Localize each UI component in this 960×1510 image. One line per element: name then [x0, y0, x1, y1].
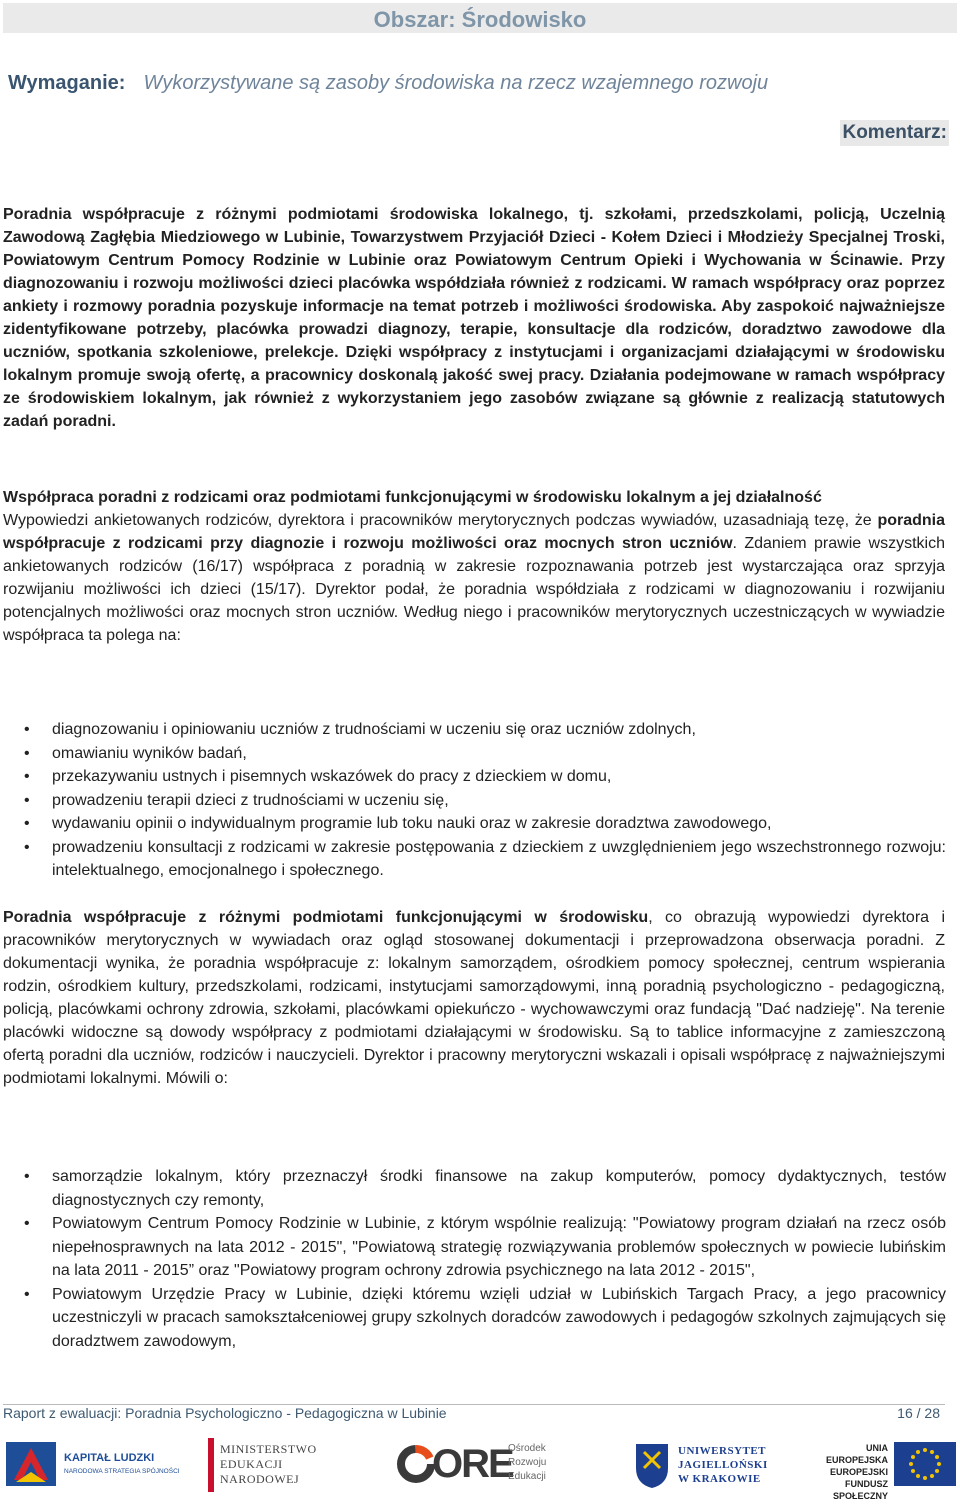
uj-crest-icon — [632, 1440, 672, 1490]
ore-text: ORE — [432, 1442, 513, 1486]
section-local-entities — [3, 906, 945, 1090]
ue-line3: FUNDUSZ SPOŁECZNY — [832, 1479, 888, 1501]
men-line3: NARODOWEJ — [220, 1472, 300, 1486]
uj-line3: W KRAKOWIE — [678, 1473, 761, 1485]
comment-label: Komentarz: — [840, 120, 949, 146]
men-bar-icon — [208, 1438, 214, 1492]
section-text: , co obrazują wypowiedzi dyrektora i pracowników merytorycznych w wywiadach oraz ogląd stosowanej dokumentacji i przeprowadzona obserwacja poradni. Z dokumentacji wynika, że poradnia współpracuje z: lokalnym samorządem, ośrodkiem pomocy społecznej, centrum wspierania rodzin, ośrodkiem kultury, przedszkolami, rodzicami, instytucjami samorządowymi, inną poradnią psychologiczno - pedagogiczną, policją, placówkami ochrony zdrowia, szkołami, placówkami opiekuńczo - wychowawczymi oraz fundacją "Dać nadzieję". Na terenie placówki widoczne są dowody współpracy z podmiotami działającymi w środowisku. Są to tablice informacyjne z zamieszczoną ofertą poradni dla uczniów, rodziców i nauczycieli. Dyrektor i pracowny merytoryczni wskazali i opisali współpracę z najważniejszymi podmiotami lokalnymi. Mówili o: — [3, 909, 946, 1087]
kapital-ludzki-subtitle: NARODOWA STRATEGIA SPÓJNOŚCI — [64, 1468, 180, 1475]
ore-o-icon — [396, 1444, 436, 1484]
section-text-a: Wypowiedzi ankietowanych rodziców, dyrektora i pracowników merytorycznych podczas wywiadów, uzasadniają tezę, że — [3, 512, 878, 529]
uj-line1: UNIWERSYTET — [678, 1445, 767, 1457]
section-heading: Współpraca poradni z rodzicami oraz podmiotami funkcjonującymi w środowisku lokalnym a jej działalność — [3, 489, 822, 506]
ue-line2: EUROPEJSKI — [829, 1467, 888, 1477]
ore-line2: Rozwoju — [508, 1457, 547, 1468]
section-text-bold: poradnia współpracuje z rodzicami przy diagnozie i rozwoju możliwości oraz mocnych stron uczniów — [3, 512, 945, 552]
kapital-ludzki-logo — [6, 1438, 180, 1494]
list-item: • samorządzie lokalnym, który przeznaczył środki finansowe na zakup komputerów, pomocy dydaktycznych, testów diagnostycznych czy remonty, — [24, 1165, 946, 1212]
area-title: Obszar: Środowisko — [373, 7, 587, 32]
ore-line3: Edukacji — [508, 1471, 546, 1482]
men-logo — [208, 1438, 318, 1494]
section-bold-lead: Poradnia współpracuje z różnymi podmiotami funkcjonującymi w środowisku — [3, 909, 649, 926]
ue-logo — [806, 1438, 956, 1501]
list-item: • wydawaniu opinii o indywidualnym programie lub toku nauki oraz w zakresie doradztwa zawodowego, — [24, 812, 946, 836]
men-line2: EDUKACJI — [220, 1457, 283, 1471]
list-item: • diagnozowaniu i opiniowaniu uczniów z trudnościami w uczeniu się oraz uczniów zdolnych, — [24, 718, 946, 742]
list-item: • omawianiu wyników badań, — [24, 742, 946, 766]
ore-logo — [396, 1438, 556, 1494]
section-parents-cooperation — [3, 486, 945, 647]
list-item: • Powiatowym Centrum Pomocy Rodzinie w Lubinie, z którym wspólnie realizują: "Powiatowy program działań na rzecz osób niepełnosprawnych na lata 2012 - 2015", "Powiatową strategię rozwiązywania problemów społecznych w powiecie lubińskim na lata 2011 - 2015” oraz "Powiatowy program ochrony zdrowia psychicznego na lata 2012 - 2015", — [24, 1212, 946, 1283]
footer-logos — [0, 1438, 960, 1501]
requirement-line — [8, 72, 768, 95]
summary-paragraph: Poradnia współpracuje z różnymi podmiotami środowiska lokalnego, tj. szkołami, przedszkolami, policją, Uczelnią Zawodową Zagłębia Miedziowego w Lubinie, Towarzystwem Przyjaciół Dzieci - Kołem Dzieci i Młodzieży Specjalnej Troski, Powiatowym Centrum Pomocy Rodzinie w Lubinie oraz Powiatowym Centrum Opieki i Wychowania w Ścinawie. Przy diagnozowaniu i rozwoju możliwości dzieci placówka współdziała również z rodzicami. W ramach współpracy oraz poprzez ankiety i rozmowy poradnia pozyskuje informacje na temat potrzeb i możliwości środowiska. Aby zaspokoić najważniejsze zidentyfikowane potrzeby, placówka prowadzi diagnozy, terapie, konsultacje dla rodziców, doradztwo zawodowe dla uczniów, spotkania szkoleniowe, prelekcje. Dzięki współpracy z instytucjami i organizacjami działającymi w środowisku lokalnym promuje swoją ofertę, a pracownicy doskonalą jakość swej pracy. Działania podejmowane w ramach współpracy ze środowiskiem lokalnym, jak również z wykorzystaniem jego zasobów związane są głównie z realizacją statutowych zadań poradni. — [3, 206, 945, 430]
uj-logo — [632, 1438, 772, 1494]
footer-page-number: 16 / 28 — [897, 1405, 940, 1421]
requirement-text: Wykorzystywane są zasoby środowiska na rzecz wzajemnego rozwoju — [143, 72, 769, 94]
list-item: • prowadzeniu terapii dzieci z trudnościami w uczeniu się, — [24, 789, 946, 813]
list-item: • przekazywaniu ustnych i pisemnych wskazówek do pracy z dzieckiem w domu, — [24, 765, 946, 789]
kapital-ludzki-emblem-icon — [6, 1442, 60, 1492]
uj-line2: JAGIELLOŃSKI — [678, 1459, 768, 1471]
list-item: • Powiatowym Urzędzie Pracy w Lubinie, dzięki któremu wzięli udział w Lubińskich Targach Pracy, a jego pracownicy uczestniczyli w pracach samokształceniowej grupy szkolnych doradców zawodowych i pedagogów szkolnych zajmujących się doradztwem zawodowym, — [24, 1283, 946, 1354]
list-item: • prowadzeniu konsultacji z rodzicami w zakresie postępowania z dzieckiem z uwzględnieniem jego wszechstronnego rozwoju: intelektualnego, emocjonalnego i społecznego. — [24, 836, 946, 883]
ore-line1: Ośrodek — [508, 1443, 546, 1454]
area-title-bar — [3, 3, 957, 33]
eu-flag-icon — [894, 1442, 956, 1486]
ue-line1: UNIA EUROPEJSKA — [825, 1443, 888, 1465]
footer-report-title: Raport z ewaluacji: Poradnia Psychologiczno - Pedagogiczna w Lubinie — [3, 1405, 447, 1421]
kapital-ludzki-title: KAPITAŁ LUDZKI — [64, 1452, 155, 1464]
cooperation-list — [24, 718, 946, 883]
requirement-label: Wymaganie: — [8, 72, 126, 94]
section-text-b: . Zdaniem prawie wszystkich ankietowanych rodziców (16/17) współpraca z poradnią w zakresie rozpoznawania potrzeb jest wystarczająca oraz sprzyja rozwijaniu możliwości ich dzieci (15/17). Dyrektor podał, że poradnia współdziała z rodzicami w diagnozowaniu i rozwijaniu potencjalnych możliwości oraz mocnych stron uczniów. Według niego i pracowników merytorycznych uczestniczących w wywiadzie współpraca ta polega na: — [3, 535, 945, 644]
men-line1: MINISTERSTWO — [220, 1442, 317, 1456]
local-partners-list — [24, 1165, 946, 1353]
